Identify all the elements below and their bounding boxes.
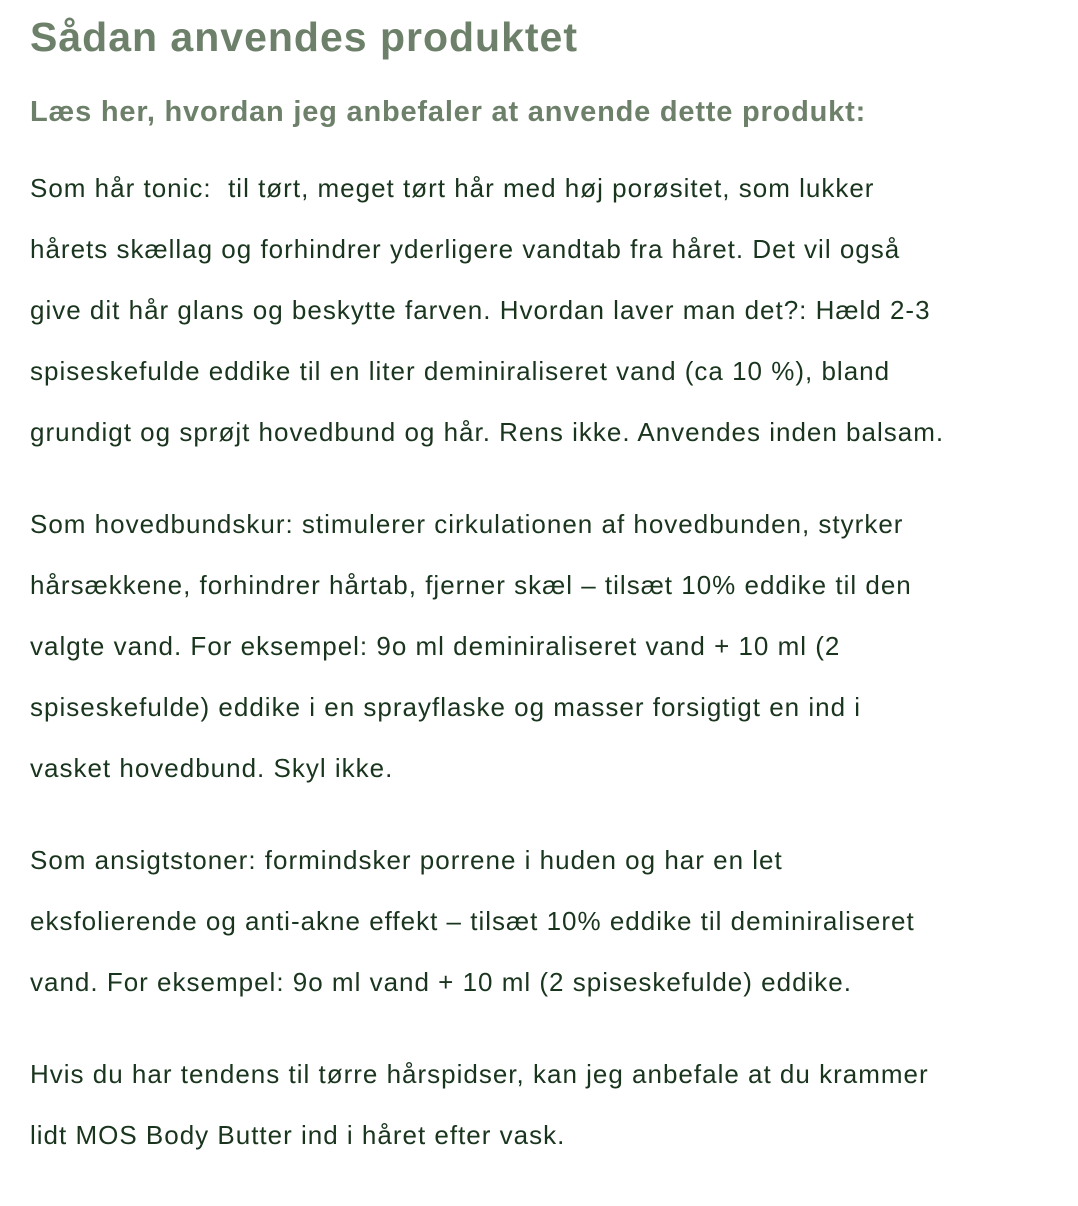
text-line: hårsækkene, forhindrer hårtab, fjerner skæl – tilsæt 10% eddike til den [30,569,912,600]
text-line: Hvis du har tendens til tørre hårspidser, kan jeg anbefale at du krammer [30,1058,929,1089]
text-line: Som ansigtstoner: formindsker porrene i huden og har en let [30,844,783,875]
text-line: vasket hovedbund. Skyl ikke. [30,752,394,783]
paragraph-hair-tonic [30,158,1048,463]
text-line: give dit hår glans og beskytte farven. Hvordan laver man det?: Hæld 2-3 [30,294,931,325]
page-title: Sådan anvendes produktet [30,14,579,60]
paragraph-scalp-treatment [30,494,1048,799]
text-line: spiseskefulde) eddike i en sprayflaske og masser forsigtigt en ind i [30,691,862,722]
text-line: Som hår tonic: til tørt, meget tørt hår med høj porøsitet, som lukker [30,172,875,203]
text-line: valgte vand. For eksempel: 9o ml deminiraliseret vand + 10 ml (2 [30,630,841,661]
text-line: lidt MOS Body Butter ind i håret efter vask. [30,1119,566,1150]
text-line: Som hovedbundskur: stimulerer cirkulationen af hovedbunden, styrker [30,508,904,539]
subheading: Læs her, hvordan jeg anbefaler at anvende dette produkt: [30,96,867,129]
paragraph-dry-ends-tip [30,1044,1048,1166]
text-line: hårets skællag og forhindrer yderligere vandtab fra håret. Det vil også [30,233,901,264]
text-line: eksfolierende og anti-akne effekt – tilsæt 10% eddike til deminiraliseret [30,905,915,936]
text-line: spiseskefulde eddike til en liter deminiraliseret vand (ca 10 %), bland [30,355,891,386]
text-line: grundigt og sprøjt hovedbund og hår. Rens ikke. Anvendes inden balsam. [30,416,945,447]
paragraph-face-toner [30,830,1048,1013]
text-line: vand. For eksempel: 9o ml vand + 10 ml (2 spiseskefulde) eddike. [30,966,852,997]
